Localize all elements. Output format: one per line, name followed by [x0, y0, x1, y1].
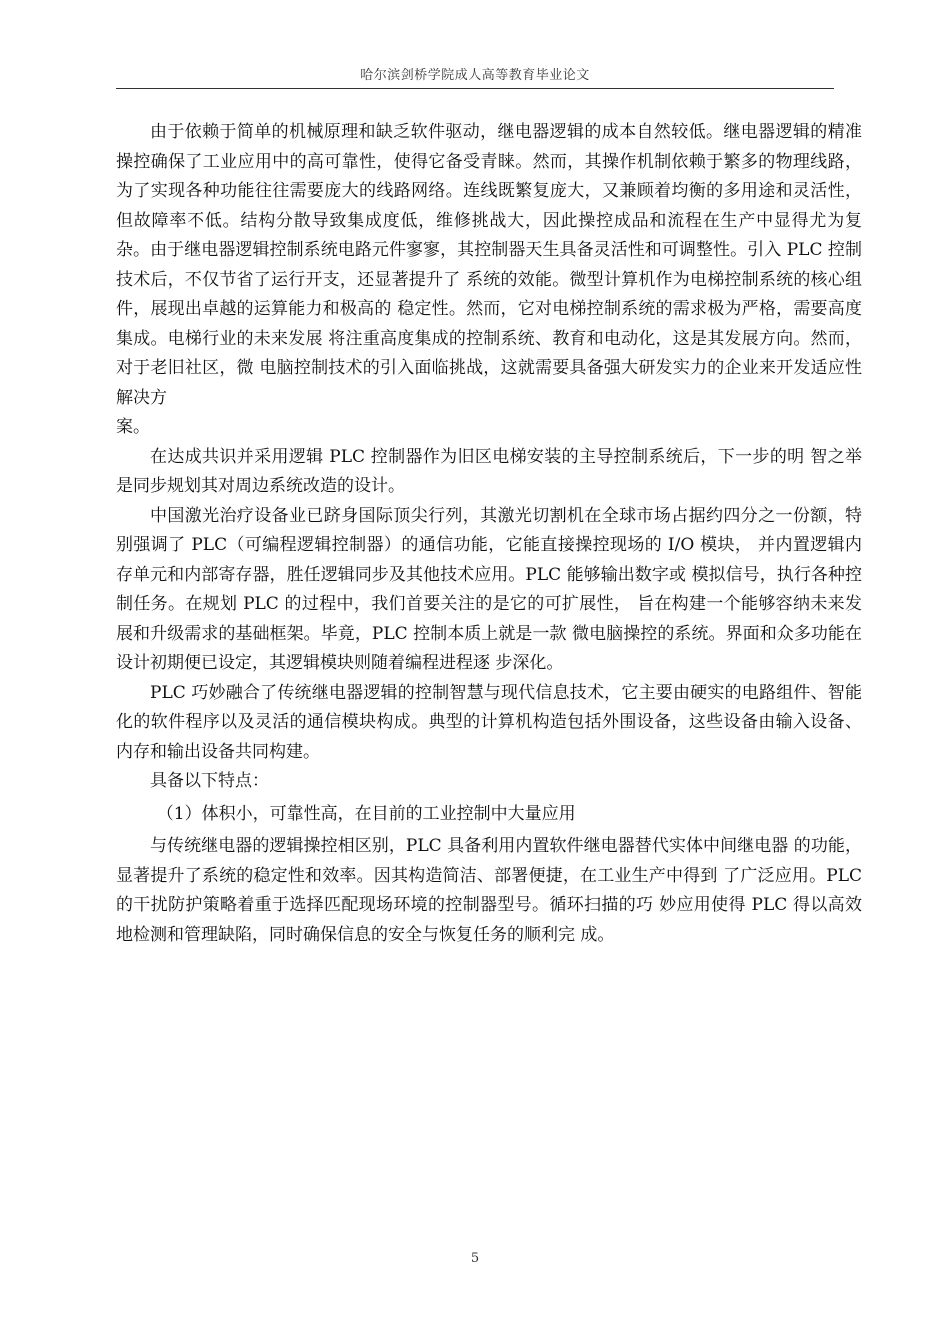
paragraph-features-intro: 具备以下特点： [150, 771, 269, 791]
paragraph-plc-advantages: 与传统继电器的逻辑操控相区别，PLC 具备利用内置软件继电器替代实体中间继电器 的功能，显著提升了系统的稳定性和效率。因其构造简洁、部署便捷，在工业生产中得到 了广泛应用。PLC 的干扰防护策略着重于选择匹配现场环境的控制器型号。循环扫描的巧 妙应用使得 PLC 得以高效地检测和管理缺陷，同时确保信息的安全与恢复任务的顺利完 成。 [116, 836, 862, 945]
paragraph-plc-choice: 在达成共识并采用逻辑 PLC 控制器作为旧区电梯安装的主导控制系统后，下一步的明 智之举是同步规划其对周边系统改造的设计。 [116, 446, 862, 496]
paragraph-continuation: 案。 [116, 417, 150, 437]
paragraph-laser-industry: 中国激光治疗设备业已跻身国际顶尖行列，其激光切割机在全球市场占据约四分之一份额，特别强调了 PLC（可编程逻辑控制器）的通信功能，它能直接操控现场的 I/O 模块， 并内置逻辑内存单元和内部寄存器，胜任逻辑同步及其他技术应用。PLC 能够输出数字或 模拟信号，执行各种控制任务。在规划 PLC 的过程中，我们首要关注的是它的可扩展性， 旨在构建一个能够容纳未来发展和升级需求的基础框架。毕竟，PLC 控制本质上就是一款 微电脑操控的系统。界面和众多功能在设计初期便已设定，其逻辑模块则随着编程进程逐 步深化。 [116, 505, 862, 673]
paragraph-relay-logic: 由于依赖于简单的机械原理和缺乏软件驱动，继电器逻辑的成本自然较低。继电器逻辑的精准操控确保了工业应用中的高可靠性，使得它备受青睐。然而，其操作机制依赖于繁多的物理线路，为了实现各种功能往往需要庞大的线路网络。连线既繁复庞大，又兼顾着均衡的多用途和灵活性，但故障率不低。结构分散导致集成度低，维修挑战大，因此操控成品和流程在生产中显得尤为复杂。由于继电器逻辑控制系统电路元件寥寥，其控制器天生具备灵活性和可调整性。引入 PLC 控制技术后，不仅节省了运行开支，还显著提升了 系统的效能。微型计算机作为电梯控制系统的核心组件，展现出卓越的运算能力和极高的 稳定性。然而，它对电梯控制系统的需求极为严格，需要高度集成。电梯行业的未来发展 将注重高度集成的控制系统、教育和电动化，这是其发展方向。然而，对于老旧社区，微 电脑控制技术的引入面临挑战，这就需要具备强大研发实力的企业来开发适应性解决方 [116, 122, 862, 408]
header-rule [116, 88, 834, 89]
body-text [116, 118, 862, 950]
feature-item-1: （1）体积小，可靠性高，在目前的工业控制中大量应用 [156, 803, 576, 824]
page-header: 哈尔滨剑桥学院成人高等教育毕业论文 [360, 68, 590, 83]
paragraph-plc-composition: PLC 巧妙融合了传统继电器逻辑的控制智慧与现代信息技术，它主要由硬实的电路组件、智能化的软件程序以及灵活的通信模块构成。典型的计算机构造包括外围设备，这些设备由输入设备、内存和输出设备共同构建。 [116, 682, 862, 762]
page-number: 5 [470, 1251, 480, 1266]
